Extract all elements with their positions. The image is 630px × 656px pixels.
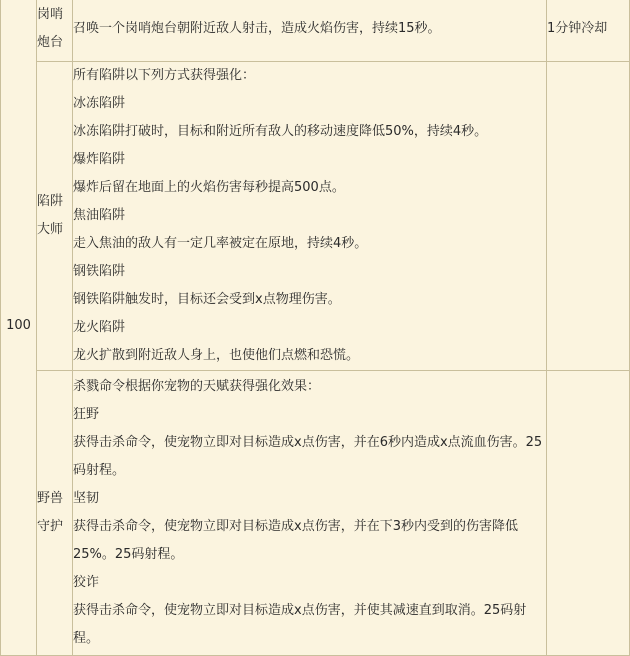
- talent-description: 召唤一个岗哨炮台朝附近敌人射击，造成火焰伤害，持续15秒。: [73, 0, 547, 62]
- talent-name: 陷阱 大师: [37, 62, 73, 371]
- level-cell: [1, 0, 37, 656]
- talent-name: 野兽 守护: [37, 371, 73, 656]
- talent-cooldown: [547, 371, 630, 656]
- talent-description: 杀戮命令根据你宠物的天赋获得强化效果： 狂野 获得击杀命令，使宠物立即对目标造成x点伤害，并在6秒内造成x点流血伤害。25码射程。 坚韧 获得击杀命令，使宠物立即对目标造成x点伤害，并在下3秒内受到的伤害降低25%。25码射程。 狡诈 获得击杀命令，使宠物立即对目标造成x点伤害，并使其减速直到取消。25码射程。: [73, 371, 547, 656]
- talent-cooldown: [547, 62, 630, 371]
- level-value: 100: [6, 318, 31, 333]
- talent-description: 所有陷阱以下列方式获得强化： 冰冻陷阱 冰冻陷阱打破时，目标和附近所有敌人的移动速度降低50%，持续4秒。 爆炸陷阱 爆炸后留在地面上的火焰伤害每秒提高500点。 焦油陷阱 走入焦油的敌人有一定几率被定在原地，持续4秒。 钢铁陷阱 钢铁陷阱触发时，目标还会受到x点物理伤害。 龙火陷阱 龙火扩散到附近敌人身上，也使他们点燃和恐慌。: [73, 62, 547, 371]
- talent-name: 岗哨 炮台: [37, 0, 73, 62]
- table-row: [1, 0, 630, 62]
- table-row: [1, 62, 630, 371]
- table-row: [1, 371, 630, 656]
- talent-cooldown: 1分钟冷却: [547, 0, 630, 62]
